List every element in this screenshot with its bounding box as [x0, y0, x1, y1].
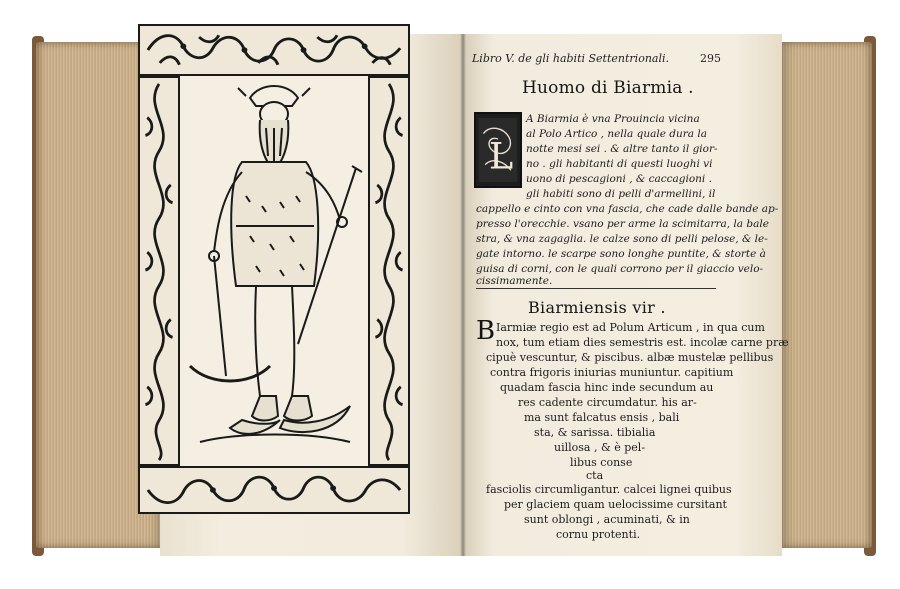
latin-line-3: cipuè vescuntur, & piscibus. albæ mustelæ pellibus — [486, 351, 774, 364]
latin-line-8: sta, & sarissa. tibialia — [534, 426, 656, 439]
italian-line-4: no . gli habitanti di questi luoghi vi — [526, 158, 713, 170]
latin-line-11: cta — [586, 469, 604, 482]
italian-line-9: stra, & vna zagaglia. le calze sono di pelli pelose, & le- — [476, 233, 768, 245]
latin-line-10: libus conse — [570, 456, 633, 469]
latin-line-4: contra frigoris iniurias muniuntur. capitium — [490, 366, 734, 379]
book-gutter — [460, 34, 466, 556]
italian-line-3: notte mesi sei . & altre tanto il gior- — [526, 143, 718, 155]
latin-line-14: sunt oblongi , acuminati, & in — [524, 513, 690, 526]
decorated-initial-letter: L — [488, 134, 514, 178]
page-number: 295 — [700, 52, 721, 65]
ornamental-border-left — [138, 76, 180, 466]
ornamental-border-right — [368, 76, 410, 466]
latin-line-1: Iarmiæ regio est ad Polum Articum , in qua cum — [496, 321, 765, 334]
italian-line-5: uono di pescagioni , & caccagioni . — [526, 173, 712, 185]
woodcut-illustration — [138, 24, 410, 514]
italian-line-11: guisa di corni, con le quali corrono per il giaccio velo- — [476, 263, 764, 275]
biarmian-man-figure — [180, 76, 368, 466]
ornamental-border-bottom — [138, 466, 410, 514]
italian-line-1: A Biarmia è vna Prouincia vicina — [526, 113, 700, 125]
latin-initial-b: B — [476, 316, 496, 346]
latin-title: Biarmiensis vir . — [528, 298, 666, 317]
italian-line-7: cappello e cinto con vna fascia, che cade dalle bande ap- — [476, 203, 779, 215]
italian-line-10: gate intorno. le scarpe sono longhe puntite, & storte à — [476, 248, 766, 260]
latin-line-15: cornu protenti. — [556, 528, 641, 541]
latin-line-7: ma sunt falcatus ensis , bali — [524, 411, 680, 424]
italian-line-8: presso l'orecchie. vsano per arme la scimitarra, la bale — [476, 218, 769, 230]
page-edges-right — [780, 42, 872, 548]
section-divider — [476, 288, 716, 289]
italian-line-12: cissimamente. — [476, 275, 553, 287]
italian-line-2: al Polo Artico , nella quale dura la — [526, 128, 707, 140]
latin-line-6: res cadente circumdatur. his ar- — [518, 396, 697, 409]
latin-line-13: per glaciem quam uelocissime cursitant — [504, 498, 727, 511]
ornamental-border-top — [138, 24, 410, 76]
latin-line-12: fasciolis circumligantur. calcei lignei quibus — [486, 483, 732, 496]
decorated-initial-l — [474, 112, 522, 188]
latin-line-5: quadam fascia hinc inde secundum au — [500, 381, 714, 394]
italian-line-6: gli habiti sono di pelli d'armellini, il — [526, 188, 716, 200]
latin-line-9: uillosa , & è pel- — [554, 441, 646, 454]
latin-line-2: nox, tum etiam dies semestris est. incolæ carne præ — [496, 336, 789, 349]
running-head: Libro V. de gli habiti Settentrionali. — [472, 52, 669, 65]
italian-title: Huomo di Biarmia . — [522, 78, 694, 98]
